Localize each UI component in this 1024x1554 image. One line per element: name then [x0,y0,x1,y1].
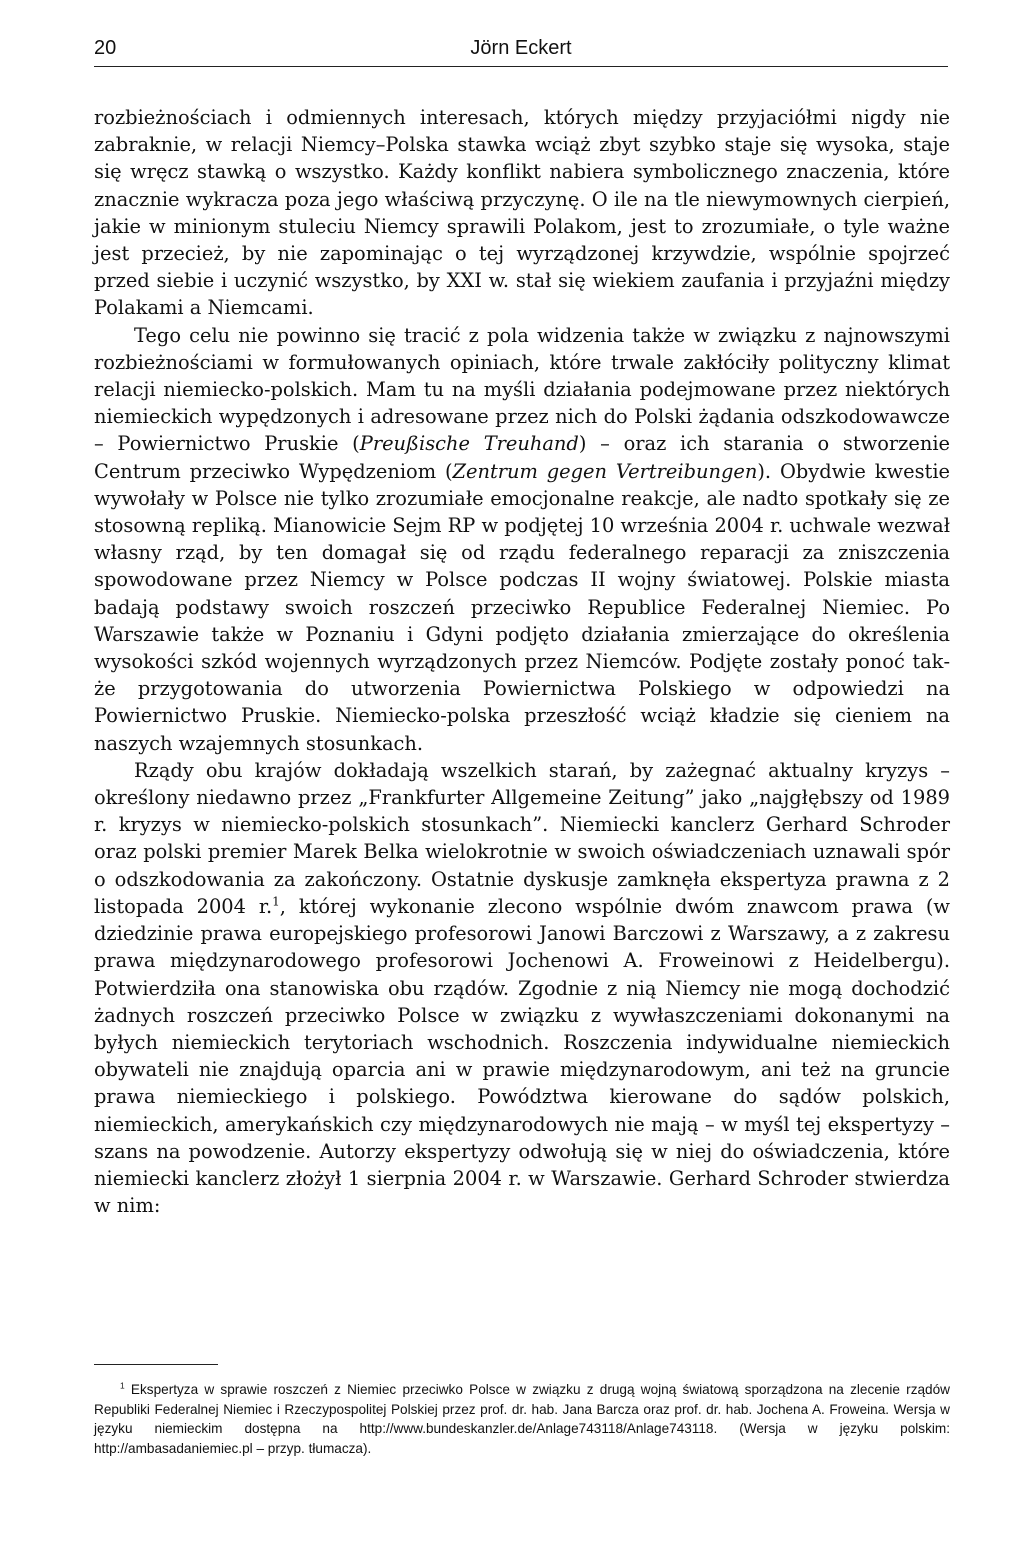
footnote [94,1380,950,1458]
footnote-divider [94,1364,218,1365]
text-segment: ) – oraz ich starania o stworzenie Centrum przeciwko Wypędzeniom ( [94,432,951,483]
text-segment: rozbieżnościach i odmiennych interesach, których między przyjaciółmi nigdy nie zabraknie, w relacji Niemcy–Polska stawka wciąż zbyt szybko staje się wysoka, staje się wręcz stawką o wszystko. Każdy konflikt nabiera symbolicznego znaczenia, które znacznie wykracza poza jego właściwą przyczynę. O ile na tle niewymownych cierpień, jakie w minionym stuleciu Niemcy sprawili Polakom, jest to zrozumiałe, o tyle ważne jest przecież, by nie zapominając o tej wyrządzonej krzywdzie, wspólnie spojrzeć przed siebie i uczynić wszystko, by XXI w. stał się wiekiem zaufania i przyjaźni między Polakami a Niemcami. [94,106,950,320]
text-segment: , której wykonanie zlecono wspólnie dwóm znawcom prawa (w dziedzinie prawa europejskiego profesorowi Janowi Barczowi z Warszawy, a z zakresu prawa międzynarodowego profesorowi Jochenowi A. Froweinowi z Heidelbergu). Potwierdziła ona stanowiska obu rządów. Zgodnie z nią Niemcy nie mogą dochodzić żadnych roszczeń przeciwko Polsce w związku z wywłaszczeniami dokonanymi na byłych niemieckich terytoriach wschodnich. Roszczenia indywidualne niemieckich obywateli nie znajdują oparcia ani w prawie międzynarodowym, ani też na gruncie prawa niemieckiego i polskiego. Powództwa kierowane do sądów polskich, niemieckich, amerykańskich czy międzynarodowych nie mają – w myśl tej ekspertyzy – szans na powodzenie. Autorzy ekspertyzy odwołują się w niej do oświadczenia, które niemiecki kanclerz złożył 1 sierpnia 2004 r. w Warszawie. Gerhard Schroder stwierdza w nim: [94,894,950,1218]
paragraph-1 [94,104,950,322]
text-segment: Tego celu nie powinno się tracić z pola widzenia także w związku z najnowszymi rozbieżnościami w formułowanych opiniach, które trwale zakłóciły polityczny klimat relacji niemiecko-polskich. Mam tu na myśli działania podejmowane przez niektórych niemieckich wypędzonych i adresowane przez nich do Polski żądania odszkodowawcze – Powiernictwo Pruskie ( [94,323,950,456]
footnote-text: Ekspertyza w sprawie roszczeń z Niemiec przeciwko Polsce w związku z drugą wojną światową sporządzona na zlecenie rządów Republiki Federalnej Niemiec i Rzeczypospolitej Polskiej przez prof. dr. hab. Jana Barcza oraz prof. dr. hab. Jochena A. Froweina. Wersja w języku niemieckim dostępna na http://www.bundeskanzler.de/Anlage743118/Anlage743118. (Wersja w języku polskim: http://ambasadaniemiec.pl – przyp. tłumacza). [94,1382,950,1456]
page-number: 20 [94,37,117,59]
text-segment: Rządy obu krajów dokładają wszelkich starań, by zażegnać aktualny kryzys – określony niedawno przez „Frankfurter Allgemeine Zeitung” jako „najgłębszy od 1989 r. kryzys w niemiecko-polskich stosunkach”. Niemiecki kanclerz Gerhard Schroder oraz polski premier Marek Belka wielokrotnie w swoich oświadczeniach uznawali spór o odszkodowania za zakończony. Ostatnie dyskusje zamknęła ekspertyza prawna z 2 listopada 2004 r. [94,758,950,918]
italic-title: Preußische Treuhand [359,432,579,456]
running-header [94,34,948,67]
body-text [94,104,950,1219]
paragraph-2 [94,322,950,757]
italic-title: Zentrum gegen Vertreibungen [452,459,758,483]
footnote-reference[interactable]: 1 [272,894,280,909]
footnote-marker: 1 [120,1380,125,1391]
paragraph-3 [94,757,950,1219]
running-header-author: Jörn Eckert [470,37,572,59]
text-segment: ). Obydwie kwestie wywołały w Polsce nie tylko zrozumiałe emocjonalne reakcje, ale nadto spotkały się ze stosowną repliką. Mianowicie Sejm RP w podjętej 10 września 2004 r. uchwale wezwał własny rząd, by ten domagał się od rządu federalnego reparacji za zniszczenia spowodowane przez Niemcy w Polsce podczas II wojny światowej. Polskie miasta badają podstawy swoich roszczeń przeciwko Republice Federalnej Niemiec. Po Warszawie także w Poznaniu i Gdyni podjęto działania zmierzające do określenia wysokości szkód wojennych wyrządzonych przez Niemców. Podjęte zostały ponoć także przygotowania do utworzenia Powiernictwa Polskiego w odpowiedzi na Powiernictwo Pruskie. Niemiecko-polska przeszłość wciąż kładzie się cieniem na naszych wzajemnych stosunkach. [94,459,950,755]
